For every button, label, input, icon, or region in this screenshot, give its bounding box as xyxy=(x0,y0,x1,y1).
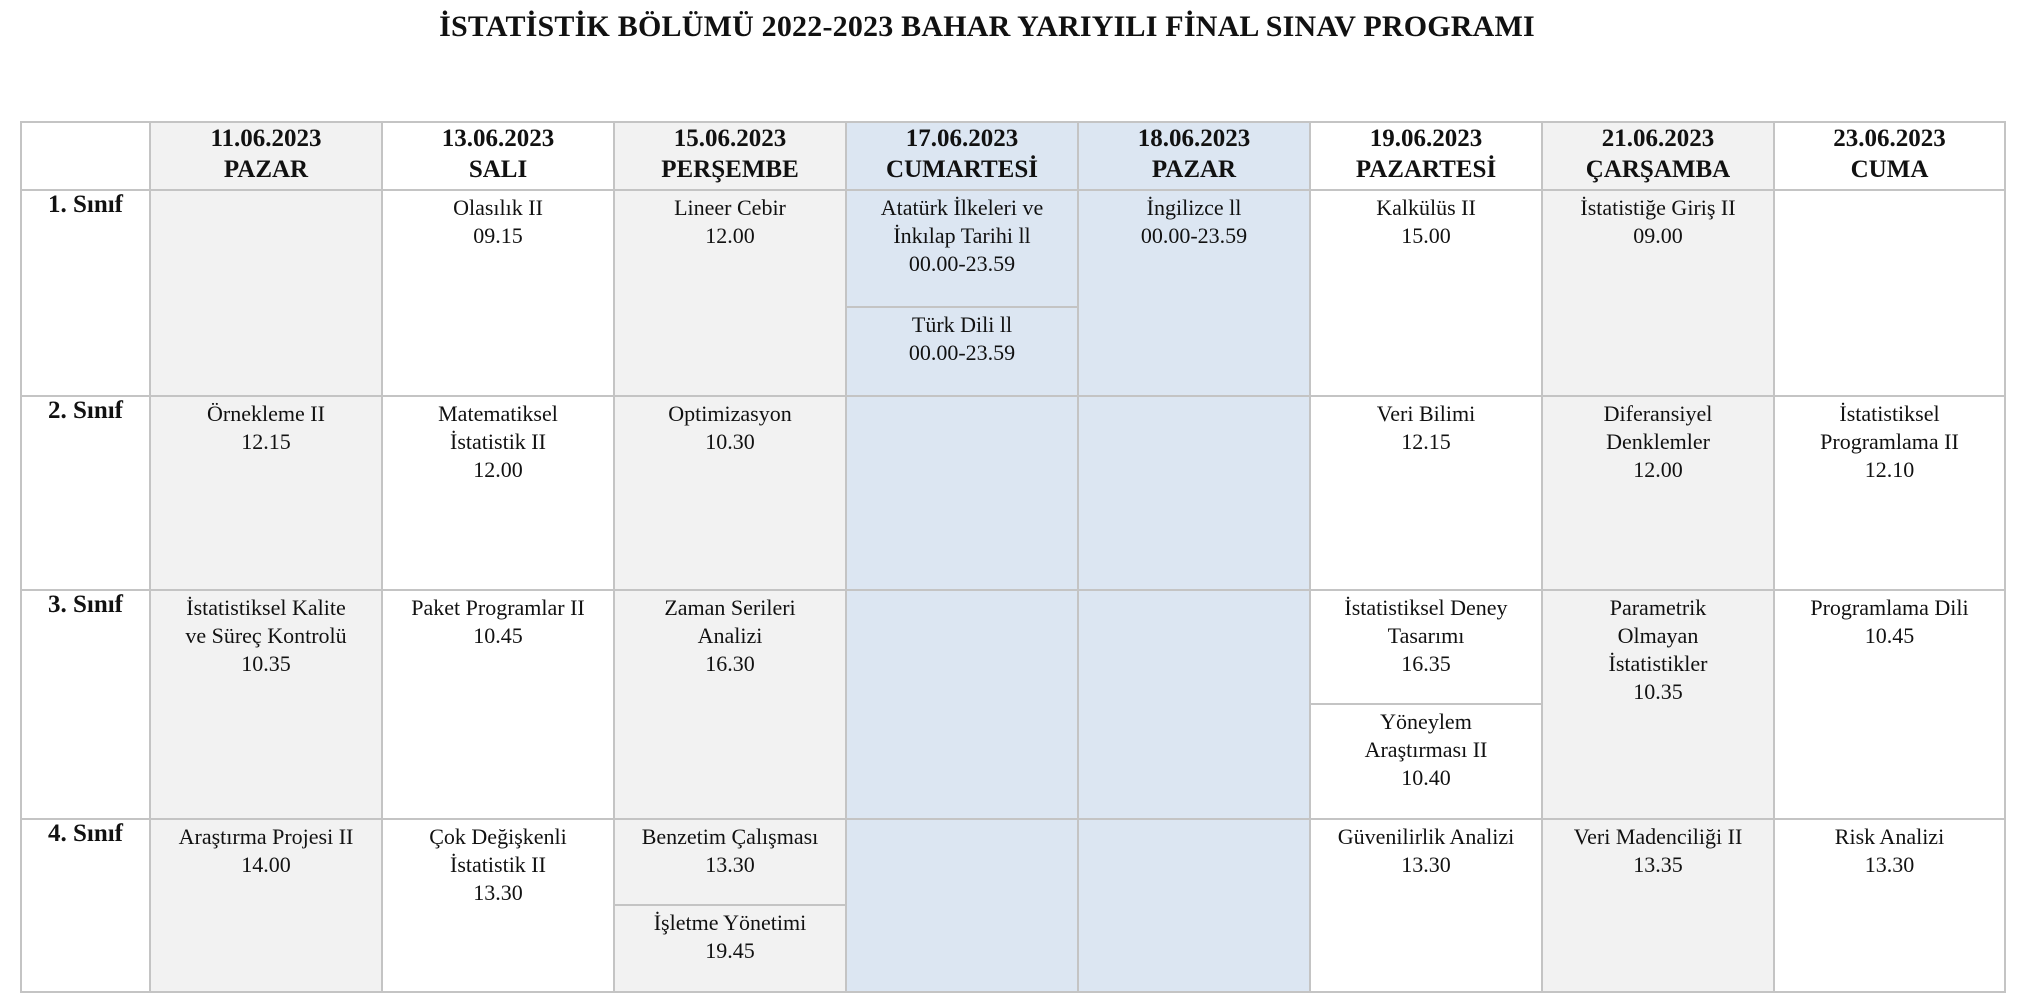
day-name: CUMA xyxy=(1850,156,1929,183)
exam-cell xyxy=(1310,590,1542,819)
exam-cell xyxy=(382,396,614,590)
exam-entry xyxy=(615,906,845,991)
exam-time: 13.30 xyxy=(473,880,523,905)
class-row xyxy=(21,190,2005,396)
course-name: İstatistiksel xyxy=(1839,401,1940,426)
exam-cell xyxy=(614,190,846,396)
exam-time: 15.00 xyxy=(1401,223,1451,248)
class-row xyxy=(21,819,2005,992)
exam-entry xyxy=(1079,191,1309,250)
course-name: Denklemler xyxy=(1606,429,1710,454)
day-date: 18.06.2023 xyxy=(1137,125,1251,152)
exam-cell xyxy=(846,396,1078,590)
exam-time: 09.00 xyxy=(1633,223,1683,248)
exam-cell xyxy=(150,396,382,590)
day-date: 17.06.2023 xyxy=(905,125,1019,152)
day-name: SALI xyxy=(468,156,528,183)
page-title: İSTATİSTİK BÖLÜMÜ 2022-2023 BAHAR YARIYILI FİNAL SINAV PROGRAMI xyxy=(439,10,1535,43)
course-name: Atatürk İlkeleri ve xyxy=(880,195,1044,220)
exam-cell xyxy=(1774,819,2005,992)
exam-cell xyxy=(1542,396,1774,590)
exam-entry xyxy=(1543,191,1773,250)
course-name: İstatistikler xyxy=(1608,651,1708,676)
course-name: İstatistik II xyxy=(450,852,546,877)
course-name: Örnekleme II xyxy=(207,401,325,426)
exam-entry xyxy=(615,820,845,906)
class-row xyxy=(21,396,2005,590)
exam-cell xyxy=(1310,190,1542,396)
day-header xyxy=(846,122,1078,190)
course-name: Çok Değişkenli xyxy=(429,824,567,849)
exam-cell xyxy=(1542,819,1774,992)
course-name: İşletme Yönetimi xyxy=(653,910,807,935)
exam-time: 00.00-23.59 xyxy=(908,251,1016,276)
exam-time: 12.00 xyxy=(473,457,523,482)
day-header xyxy=(150,122,382,190)
course-name: Zaman Serileri xyxy=(664,595,796,620)
exam-entry xyxy=(1543,591,1773,706)
class-row xyxy=(21,590,2005,819)
day-date: 11.06.2023 xyxy=(210,125,322,152)
course-name: Yöneylem xyxy=(1380,709,1472,734)
day-header xyxy=(1774,122,2005,190)
exam-cell xyxy=(1774,396,2005,590)
exam-schedule-table xyxy=(20,121,2006,993)
course-name: Risk Analizi xyxy=(1834,824,1945,849)
exam-cell xyxy=(614,819,846,992)
exam-cell xyxy=(614,396,846,590)
exam-time: 13.30 xyxy=(705,852,755,877)
exam-cell xyxy=(150,190,382,396)
course-name: İstatistiksel Deney xyxy=(1344,595,1508,620)
exam-entry xyxy=(615,591,845,678)
exam-entry xyxy=(1311,397,1541,456)
exam-cell xyxy=(382,819,614,992)
course-name: Matematiksel xyxy=(438,401,558,426)
exam-time: 13.30 xyxy=(1864,852,1915,877)
course-name: Olmayan xyxy=(1617,623,1699,648)
course-name: Analizi xyxy=(697,623,763,648)
exam-entry xyxy=(383,397,613,484)
exam-entry xyxy=(1543,397,1773,484)
exam-entry xyxy=(1775,397,2004,484)
exam-entry xyxy=(1775,820,2004,879)
day-name: PAZAR xyxy=(223,156,309,183)
course-name: Diferansiyel xyxy=(1603,401,1713,426)
exam-entry xyxy=(383,191,613,250)
split-cell xyxy=(1311,591,1541,818)
exam-entry xyxy=(151,591,381,678)
exam-cell xyxy=(150,819,382,992)
header-corner xyxy=(21,122,150,190)
exam-time: 00.00-23.59 xyxy=(1140,223,1248,248)
exam-time: 16.30 xyxy=(705,651,755,676)
row-label: 4. Sınıf xyxy=(21,819,150,992)
exam-time: 12.15 xyxy=(241,429,291,454)
course-name: ve Süreç Kontrolü xyxy=(185,623,347,648)
course-name: Veri Bilimi xyxy=(1376,401,1476,426)
exam-time: 10.40 xyxy=(1401,765,1451,790)
exam-cell xyxy=(382,190,614,396)
exam-entry xyxy=(1775,591,2004,650)
exam-cell xyxy=(1310,396,1542,590)
day-header xyxy=(614,122,846,190)
header-row xyxy=(21,122,2005,190)
exam-time: 10.45 xyxy=(1864,623,1915,648)
exam-cell xyxy=(1542,190,1774,396)
course-name: İnkılap Tarihi ll xyxy=(893,223,1031,248)
exam-time: 12.10 xyxy=(1864,457,1915,482)
exam-cell xyxy=(846,590,1078,819)
course-name: İstatistik II xyxy=(450,429,546,454)
course-name: Parametrik xyxy=(1609,595,1707,620)
course-name: Optimizasyon xyxy=(668,401,792,426)
exam-entry xyxy=(151,397,381,456)
exam-entry xyxy=(847,308,1077,395)
exam-time: 12.15 xyxy=(1401,429,1451,454)
exam-time: 10.45 xyxy=(473,623,523,648)
course-name: İstatistiksel Kalite xyxy=(186,595,346,620)
exam-entry xyxy=(615,397,845,456)
day-header xyxy=(1310,122,1542,190)
exam-cell xyxy=(846,190,1078,396)
exam-entry xyxy=(847,191,1077,308)
exam-time: 12.00 xyxy=(705,223,755,248)
course-name: Paket Programlar II xyxy=(411,595,585,620)
row-label: 3. Sınıf xyxy=(21,590,150,819)
exam-time: 12.00 xyxy=(1633,457,1683,482)
exam-cell xyxy=(1078,190,1310,396)
day-name: PAZARTESİ xyxy=(1355,156,1497,183)
day-header xyxy=(1078,122,1310,190)
day-name: PAZAR xyxy=(1151,156,1237,183)
course-name: Araştırma Projesi II xyxy=(178,824,354,849)
exam-time: 19.45 xyxy=(705,938,755,963)
day-date: 15.06.2023 xyxy=(673,125,787,152)
exam-entry xyxy=(1311,591,1541,705)
course-name: İngilizce ll xyxy=(1146,195,1242,220)
exam-cell xyxy=(150,590,382,819)
exam-time: 00.00-23.59 xyxy=(908,340,1016,365)
exam-cell xyxy=(1078,396,1310,590)
exam-entry xyxy=(383,820,613,907)
day-date: 21.06.2023 xyxy=(1601,125,1715,152)
day-name: CUMARTESİ xyxy=(886,156,1038,183)
exam-entry xyxy=(1311,820,1541,879)
exam-time: 10.30 xyxy=(705,429,755,454)
course-name: Tasarımı xyxy=(1387,623,1465,648)
course-name: Araştırması II xyxy=(1364,737,1488,762)
course-name: İstatistiğe Giriş II xyxy=(1580,195,1736,220)
exam-cell xyxy=(382,590,614,819)
exam-time: 10.35 xyxy=(1633,679,1683,704)
day-header xyxy=(382,122,614,190)
exam-entry xyxy=(383,591,613,650)
exam-time: 13.35 xyxy=(1633,852,1683,877)
day-date: 19.06.2023 xyxy=(1369,125,1483,152)
course-name: Programlama Dili xyxy=(1810,595,1969,620)
course-name: Lineer Cebir xyxy=(674,195,786,220)
exam-entry xyxy=(151,820,381,879)
course-name: Olasılık II xyxy=(453,195,543,220)
day-date: 13.06.2023 xyxy=(441,125,555,152)
exam-cell xyxy=(1542,590,1774,819)
row-label: 2. Sınıf xyxy=(21,396,150,590)
day-name: PERŞEMBE xyxy=(661,156,799,183)
course-name: Türk Dili ll xyxy=(911,312,1013,337)
exam-cell xyxy=(614,590,846,819)
day-date: 23.06.2023 xyxy=(1833,125,1946,152)
exam-cell xyxy=(1310,819,1542,992)
exam-time: 10.35 xyxy=(241,651,291,676)
row-label: 1. Sınıf xyxy=(21,190,150,396)
exam-entry xyxy=(1311,191,1541,250)
day-name: ÇARŞAMBA xyxy=(1585,156,1731,183)
day-header xyxy=(1542,122,1774,190)
course-name: Kalkülüs II xyxy=(1376,195,1476,220)
course-name: Benzetim Çalışması xyxy=(641,824,819,849)
exam-time: 09.15 xyxy=(473,223,523,248)
exam-entry xyxy=(1543,820,1773,879)
split-cell xyxy=(615,820,845,991)
exam-cell xyxy=(1078,590,1310,819)
exam-cell xyxy=(846,819,1078,992)
split-cell xyxy=(847,191,1077,395)
exam-cell xyxy=(1774,590,2005,819)
exam-time: 13.30 xyxy=(1401,852,1451,877)
course-name: Veri Madenciliği II xyxy=(1573,824,1743,849)
exam-time: 16.35 xyxy=(1401,651,1451,676)
exam-cell xyxy=(1078,819,1310,992)
course-name: Programlama II xyxy=(1820,429,1959,454)
exam-cell xyxy=(1774,190,2005,396)
exam-entry xyxy=(1311,705,1541,818)
exam-time: 14.00 xyxy=(241,852,291,877)
exam-entry xyxy=(615,191,845,250)
course-name: Güvenilirlik Analizi xyxy=(1337,824,1515,849)
